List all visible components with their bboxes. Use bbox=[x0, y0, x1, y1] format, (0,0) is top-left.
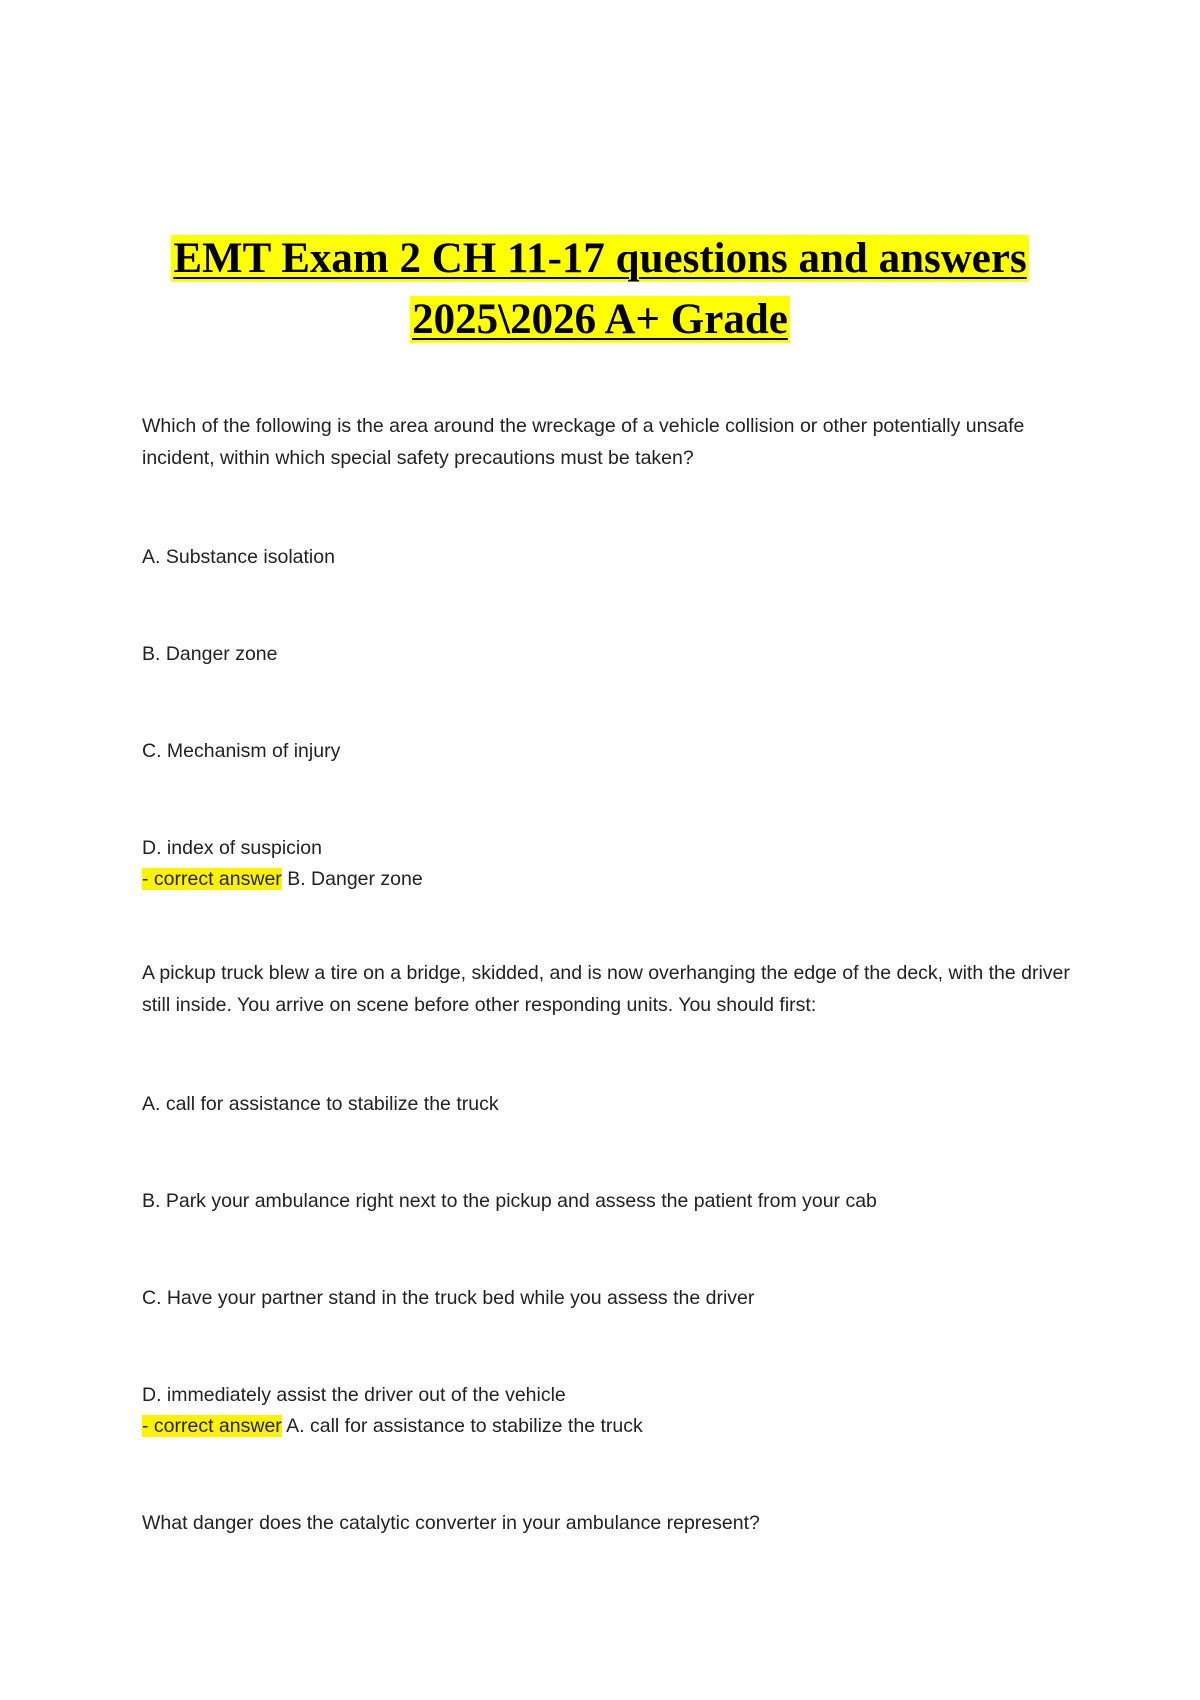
question-2-option-b: B. Park your ambulance right next to the pickup and assess the patient from your cab bbox=[142, 1190, 877, 1212]
document-title bbox=[100, 228, 1100, 350]
correct-answer-value: A. call for assistance to stabilize the truck bbox=[281, 1415, 643, 1437]
question-3-text: What danger does the catalytic converter in your ambulance represent? bbox=[142, 1512, 760, 1534]
question-2-option-a: A. call for assistance to stabilize the truck bbox=[142, 1093, 499, 1115]
correct-answer-label: - correct answer bbox=[142, 1415, 282, 1437]
question-1-option-b: B. Danger zone bbox=[142, 643, 278, 665]
question-2-text: A pickup truck blew a tire on a bridge, skidded, and is now overhanging the edge of the deck, with the driver still inside. You arrive on scene before other responding units. You should first: bbox=[142, 962, 1070, 1016]
question-1-option-c: C. Mechanism of injury bbox=[142, 740, 341, 762]
question-2-option-d: D. immediately assist the driver out of the vehicle bbox=[142, 1384, 566, 1406]
question-1-option-d: D. index of suspicion bbox=[142, 837, 322, 859]
title-line-1: EMT Exam 2 CH 11-17 questions and answers bbox=[173, 235, 1027, 282]
question-1-text: Which of the following is the area around the wreckage of a vehicle collision or other potentially unsafe incident, within which special safety precautions must be taken? bbox=[142, 415, 1025, 469]
question-1-option-a: A. Substance isolation bbox=[142, 546, 335, 568]
question-2-answer bbox=[142, 1410, 1082, 1442]
title-line-2: 2025\2026 A+ Grade bbox=[412, 296, 788, 343]
question-2-option-c: C. Have your partner stand in the truck bed while you assess the driver bbox=[142, 1287, 755, 1309]
question-1-answer bbox=[142, 863, 1082, 895]
correct-answer-label: - correct answer bbox=[142, 868, 282, 890]
correct-answer-value: B. Danger zone bbox=[281, 868, 423, 890]
